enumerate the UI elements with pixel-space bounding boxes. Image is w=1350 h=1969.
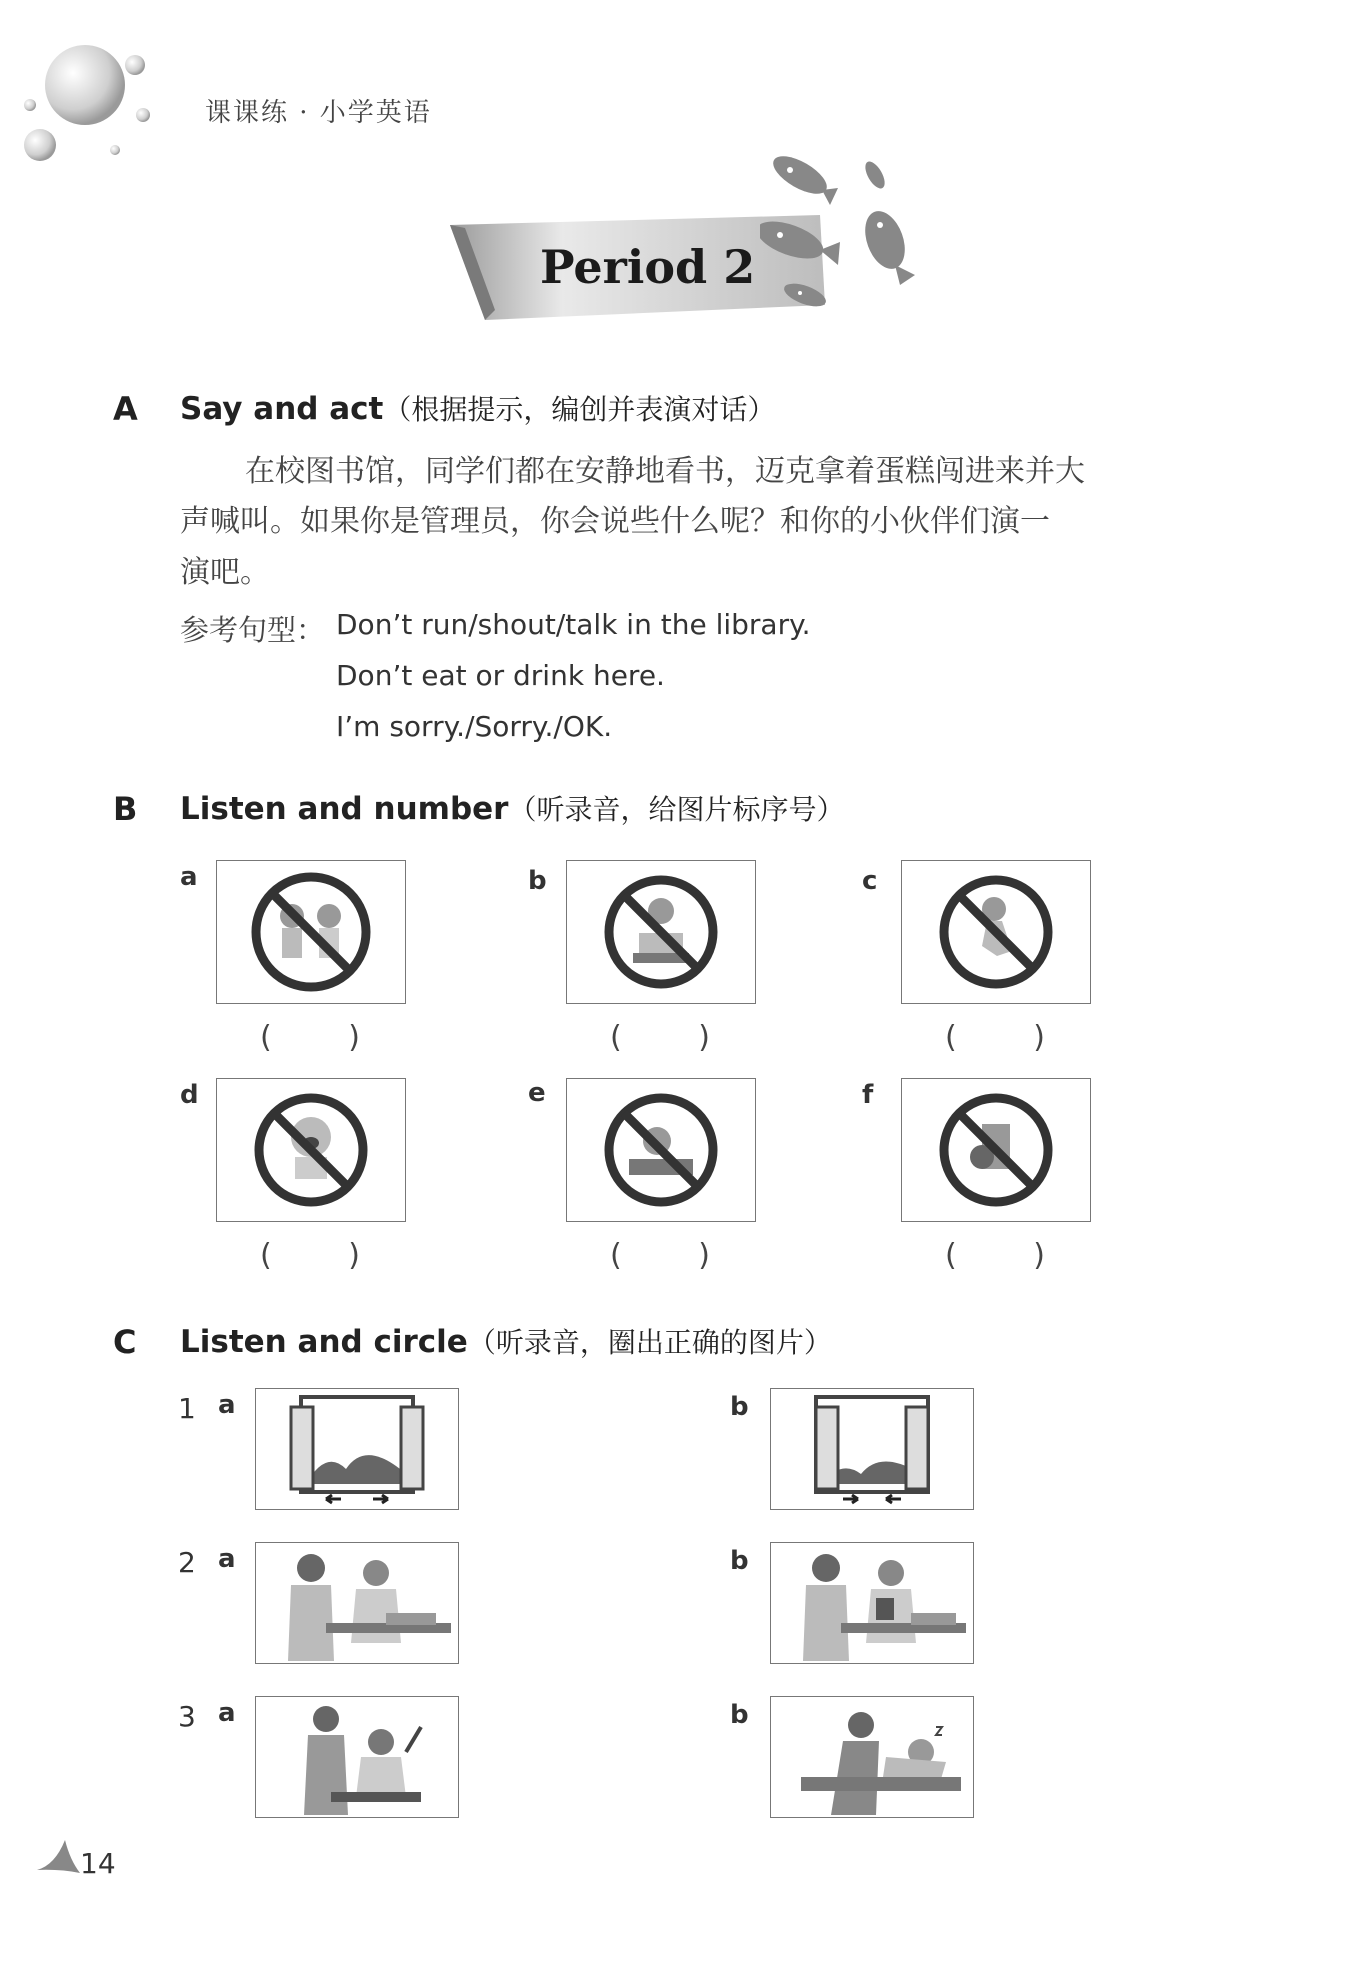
row-1-option-a[interactable]: [255, 1388, 459, 1510]
row-3-option-a[interactable]: [255, 1696, 459, 1818]
paren-open: (: [610, 1020, 622, 1055]
fish-decoration: [760, 150, 930, 320]
answer-blank-f[interactable]: [945, 1238, 1045, 1273]
section-a-line-1: 在校图书馆，同学们都在安静地看书，迈克拿着蛋糕闯进来并大: [245, 454, 1085, 489]
row-number-1: 1: [178, 1392, 196, 1425]
paren-close: ): [348, 1238, 360, 1273]
paren-close: ): [1033, 1020, 1045, 1055]
picture-f: [901, 1078, 1091, 1222]
reference-line-2: Don’t eat or drink here.: [336, 659, 665, 692]
item-letter-f: f: [862, 1080, 874, 1110]
section-c-title-cn: （听录音，圈出正确的图片）: [467, 1326, 832, 1359]
paren-open: (: [610, 1238, 622, 1273]
leaf-decoration: [35, 1835, 85, 1875]
section-b-title: [180, 788, 844, 828]
reference-line-3: I’m sorry./Sorry./OK.: [336, 710, 613, 743]
row-2-option-a-letter: a: [218, 1544, 236, 1574]
page-title: Period 2: [540, 240, 756, 294]
answer-blank-a[interactable]: [260, 1020, 360, 1055]
answer-blank-e[interactable]: [610, 1238, 710, 1273]
row-number-3: 3: [178, 1700, 196, 1733]
section-c-title: [180, 1321, 832, 1361]
item-letter-b: b: [528, 866, 547, 896]
picture-a: [216, 860, 406, 1004]
row-1-option-b-letter: b: [730, 1392, 749, 1422]
no-running-icon: [902, 861, 1090, 1003]
page-number: 14: [80, 1847, 116, 1880]
reference-label: 参考句型：: [180, 613, 326, 647]
row-2-option-a[interactable]: [255, 1542, 459, 1664]
reading-together-icon: [256, 1543, 458, 1663]
section-c-title-en: Listen and circle: [180, 1324, 468, 1360]
row-number-2: 2: [178, 1546, 196, 1579]
series-title: 课课练 · 小学英语: [205, 98, 432, 128]
picture-e: [566, 1078, 756, 1222]
section-b-title-cn: （听录音，给图片标序号）: [508, 793, 845, 826]
picture-b: [566, 860, 756, 1004]
eating-at-desk-icon: [771, 1543, 973, 1663]
answer-blank-c[interactable]: [945, 1020, 1045, 1055]
paren-close: ): [348, 1020, 360, 1055]
paren-open: (: [945, 1020, 957, 1055]
no-reading-icon: [567, 861, 755, 1003]
picture-d: [216, 1078, 406, 1222]
row-3-option-b[interactable]: [770, 1696, 974, 1818]
row-3-option-a-letter: a: [218, 1698, 236, 1728]
section-a-line-3: 演吧。: [180, 555, 270, 590]
item-letter-c: c: [862, 866, 878, 896]
paren-open: (: [260, 1020, 272, 1055]
item-letter-e: e: [528, 1078, 546, 1108]
paren-open: (: [945, 1238, 957, 1273]
row-3-option-b-letter: b: [730, 1700, 749, 1730]
answer-blank-d[interactable]: [260, 1238, 360, 1273]
picture-c: [901, 860, 1091, 1004]
no-shouting-icon: [217, 1079, 405, 1221]
no-talking-icon: [217, 861, 405, 1003]
close-window-icon: [771, 1389, 973, 1509]
paren-close: ): [698, 1020, 710, 1055]
section-a-title-cn: （根据提示，编创并表演对话）: [383, 393, 776, 426]
answer-blank-b[interactable]: [610, 1020, 710, 1055]
no-sleeping-icon: [567, 1079, 755, 1221]
bubbles-decoration: [20, 40, 170, 170]
section-a-title: [180, 388, 775, 428]
item-letter-d: d: [180, 1080, 199, 1110]
reference-line-1: Don’t run/shout/talk in the library.: [336, 608, 811, 641]
paren-close: ): [1033, 1238, 1045, 1273]
row-1-option-a-letter: a: [218, 1390, 236, 1420]
paren-open: (: [260, 1238, 272, 1273]
section-b-title-en: Listen and number: [180, 791, 509, 827]
no-food-drink-icon: [902, 1079, 1090, 1221]
section-b-letter: B: [113, 790, 138, 828]
row-2-option-b[interactable]: [770, 1542, 974, 1664]
item-letter-a: a: [180, 862, 198, 892]
open-window-icon: [256, 1389, 458, 1509]
boy-sleeping-icon: [771, 1697, 973, 1817]
section-a-letter: A: [113, 390, 138, 428]
row-1-option-b[interactable]: [770, 1388, 974, 1510]
section-a-line-2: 声喊叫。如果你是管理员，你会说些什么呢？和你的小伙伴们演一: [180, 504, 1050, 539]
section-a-title-en: Say and act: [180, 391, 384, 427]
section-c-letter: C: [113, 1323, 137, 1361]
boys-talking-icon: [256, 1697, 458, 1817]
row-2-option-b-letter: b: [730, 1546, 749, 1576]
paren-close: ): [698, 1238, 710, 1273]
